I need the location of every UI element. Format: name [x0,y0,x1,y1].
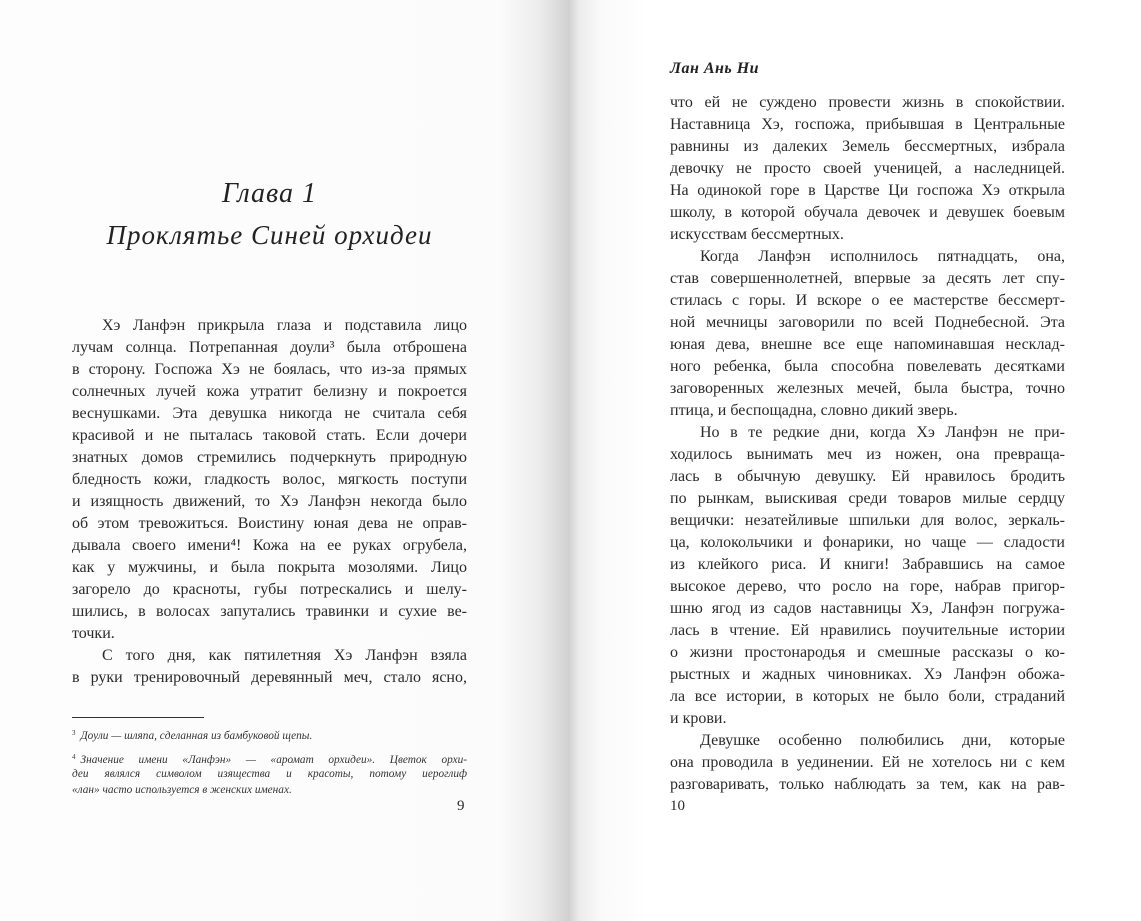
text-line: в сторону. Госпожа Хэ не боялась, что из-за прямых [72,361,467,378]
text-line: лась в обычную девушку. Ей нравилось бродить [670,468,1065,485]
text-line: школу, в которой обучала девочек и девушек боевым [670,204,1065,221]
text-line: и крови. [670,710,727,727]
text-line: дывала своего имени⁴! Кожа на ее руках огрубела, [72,537,467,554]
text-line: как у мужчины, и была покрыта мозолями. Лицо [72,559,467,576]
text-line: шню ягод из садов наставницы Хэ, Ланфэн погружа- [670,600,1065,617]
text-line: о жизни простонародья и смешные рассказы о ко- [670,644,1065,661]
footnote-text: Доули — шляпа, сделанная из бамбуковой щепы. [80,730,313,742]
text-line: ной мечницы заговорили по всей Поднебесной. Эта [670,314,1065,331]
text-line: птица, и беспощадна, словно дикий зверь. [670,402,958,419]
text-line: юная дева, внешне все еще напоминавшая несклад- [670,336,1065,353]
text-line: лучам солнца. Потрепанная доули³ была отброшена [72,339,467,356]
left-page [0,0,568,921]
text-line: ца, колокольчики и фонарики, но чаще — сладости [670,534,1065,551]
text-line: загорело до красноты, губы потрескались и шелу- [72,581,467,598]
text-line: веснушками. Эта девушка никогда не считала себя [72,405,467,422]
footnote-mark: 4 [72,753,76,761]
footnote-3 [72,725,467,742]
right-page [568,0,1141,921]
text-line: высокое дерево, что росло на горе, набрав пригор- [670,578,1065,595]
page-number: 9 [457,798,465,814]
body-text [670,92,1065,796]
text-line: Девушке особенно полюбились дни, которые [700,732,1065,749]
footnote-divider [72,717,204,718]
text-line: бледность кожи, гладкость волос, мягкость поступи [72,471,467,488]
text-line: знатных домов стремились подчеркнуть природную [72,449,467,466]
footnote-text: «лан» часто используется в женских именах. [72,784,292,796]
footnote-4 [72,749,467,799]
chapter-title: Проклятье Синей орхидеи [106,220,433,250]
chapter-label: Глава 1 [222,178,317,209]
text-line: заговоренных железных мечей, была быстра, точно [670,380,1065,397]
page-number: 10 [670,798,685,814]
text-line: разговаривать, только наблюдать за тем, как на рав- [670,776,1065,793]
text-line: Но в те редкие дни, когда Хэ Ланфэн не при- [700,424,1065,441]
text-line: в руки тренировочный деревянный меч, стало ясно, [72,669,467,686]
text-line: по рынкам, выискивая среди товаров милые сердцу [670,490,1065,507]
text-line: точки. [72,625,115,642]
text-line: С того дня, как пятилетняя Хэ Ланфэн взяла [102,647,467,664]
text-line: красивой и не пыталась таковой стать. Если дочери [72,427,467,444]
text-line: вещички: незатейливые шпильки для волос, зеркаль- [670,512,1065,529]
text-line: солнечных лучей кожа утратит белизну и покроется [72,383,467,400]
text-line: ла все истории, в которых не было боли, страданий [670,688,1065,705]
text-line: искусствам бессмертных. [670,226,844,243]
text-line: Хэ Ланфэн прикрыла глаза и подставила лицо [102,317,467,334]
running-head-author: Лан Ань Ни [670,60,760,77]
footnote-text: деи являлся символом изящества и красоты, потому иероглиф [72,767,467,780]
body-text [72,315,467,689]
text-line: шились, в волосах запутались травинки и сухие ве- [72,603,467,620]
text-line: об этом тревожиться. Воистину юная дева не оправ- [72,515,467,532]
footnote-text: Значение имени «Ланфэн» — «аромат орхидеи». Цветок орхи- [80,754,467,766]
text-line: она проводила в уединении. Ей не хотелось ни с кем [670,754,1065,771]
text-line: что ей не суждено провести жизнь в спокойствии. [670,94,1065,111]
text-line: На одинокой горе в Царстве Ци госпожа Хэ открыла [670,182,1065,199]
text-line: рыстных и жадных чиновниках. Хэ Ланфэн обожа- [670,666,1065,683]
text-line: ного ребенка, была способна повелевать десятками [670,358,1065,375]
text-line: равнины из далеких Земель бессмертных, избрала [670,138,1065,155]
text-line: и изящность движений, то Хэ Ланфэн некогда было [72,493,467,510]
text-line: лась в чтение. Ей нравились поучительные истории [670,622,1065,639]
text-line: Наставница Хэ, госпожа, прибывшая в Центральные [670,116,1065,133]
text-line: ходилось вынимать меч из ножен, она превраща- [670,446,1065,463]
text-line: став совершеннолетней, впервые за десять лет спу- [670,270,1065,287]
text-line: Когда Ланфэн исполнилось пятнадцать, она, [700,248,1065,265]
text-line: девочку не просто своей ученицей, а наследницей. [670,160,1065,177]
text-line: из клейкого риса. И книги! Забравшись на самое [670,556,1065,573]
footnote-mark: 3 [72,729,76,737]
text-line: стилась с горы. И вскоре о ее мастерстве бессмерт- [670,292,1065,309]
